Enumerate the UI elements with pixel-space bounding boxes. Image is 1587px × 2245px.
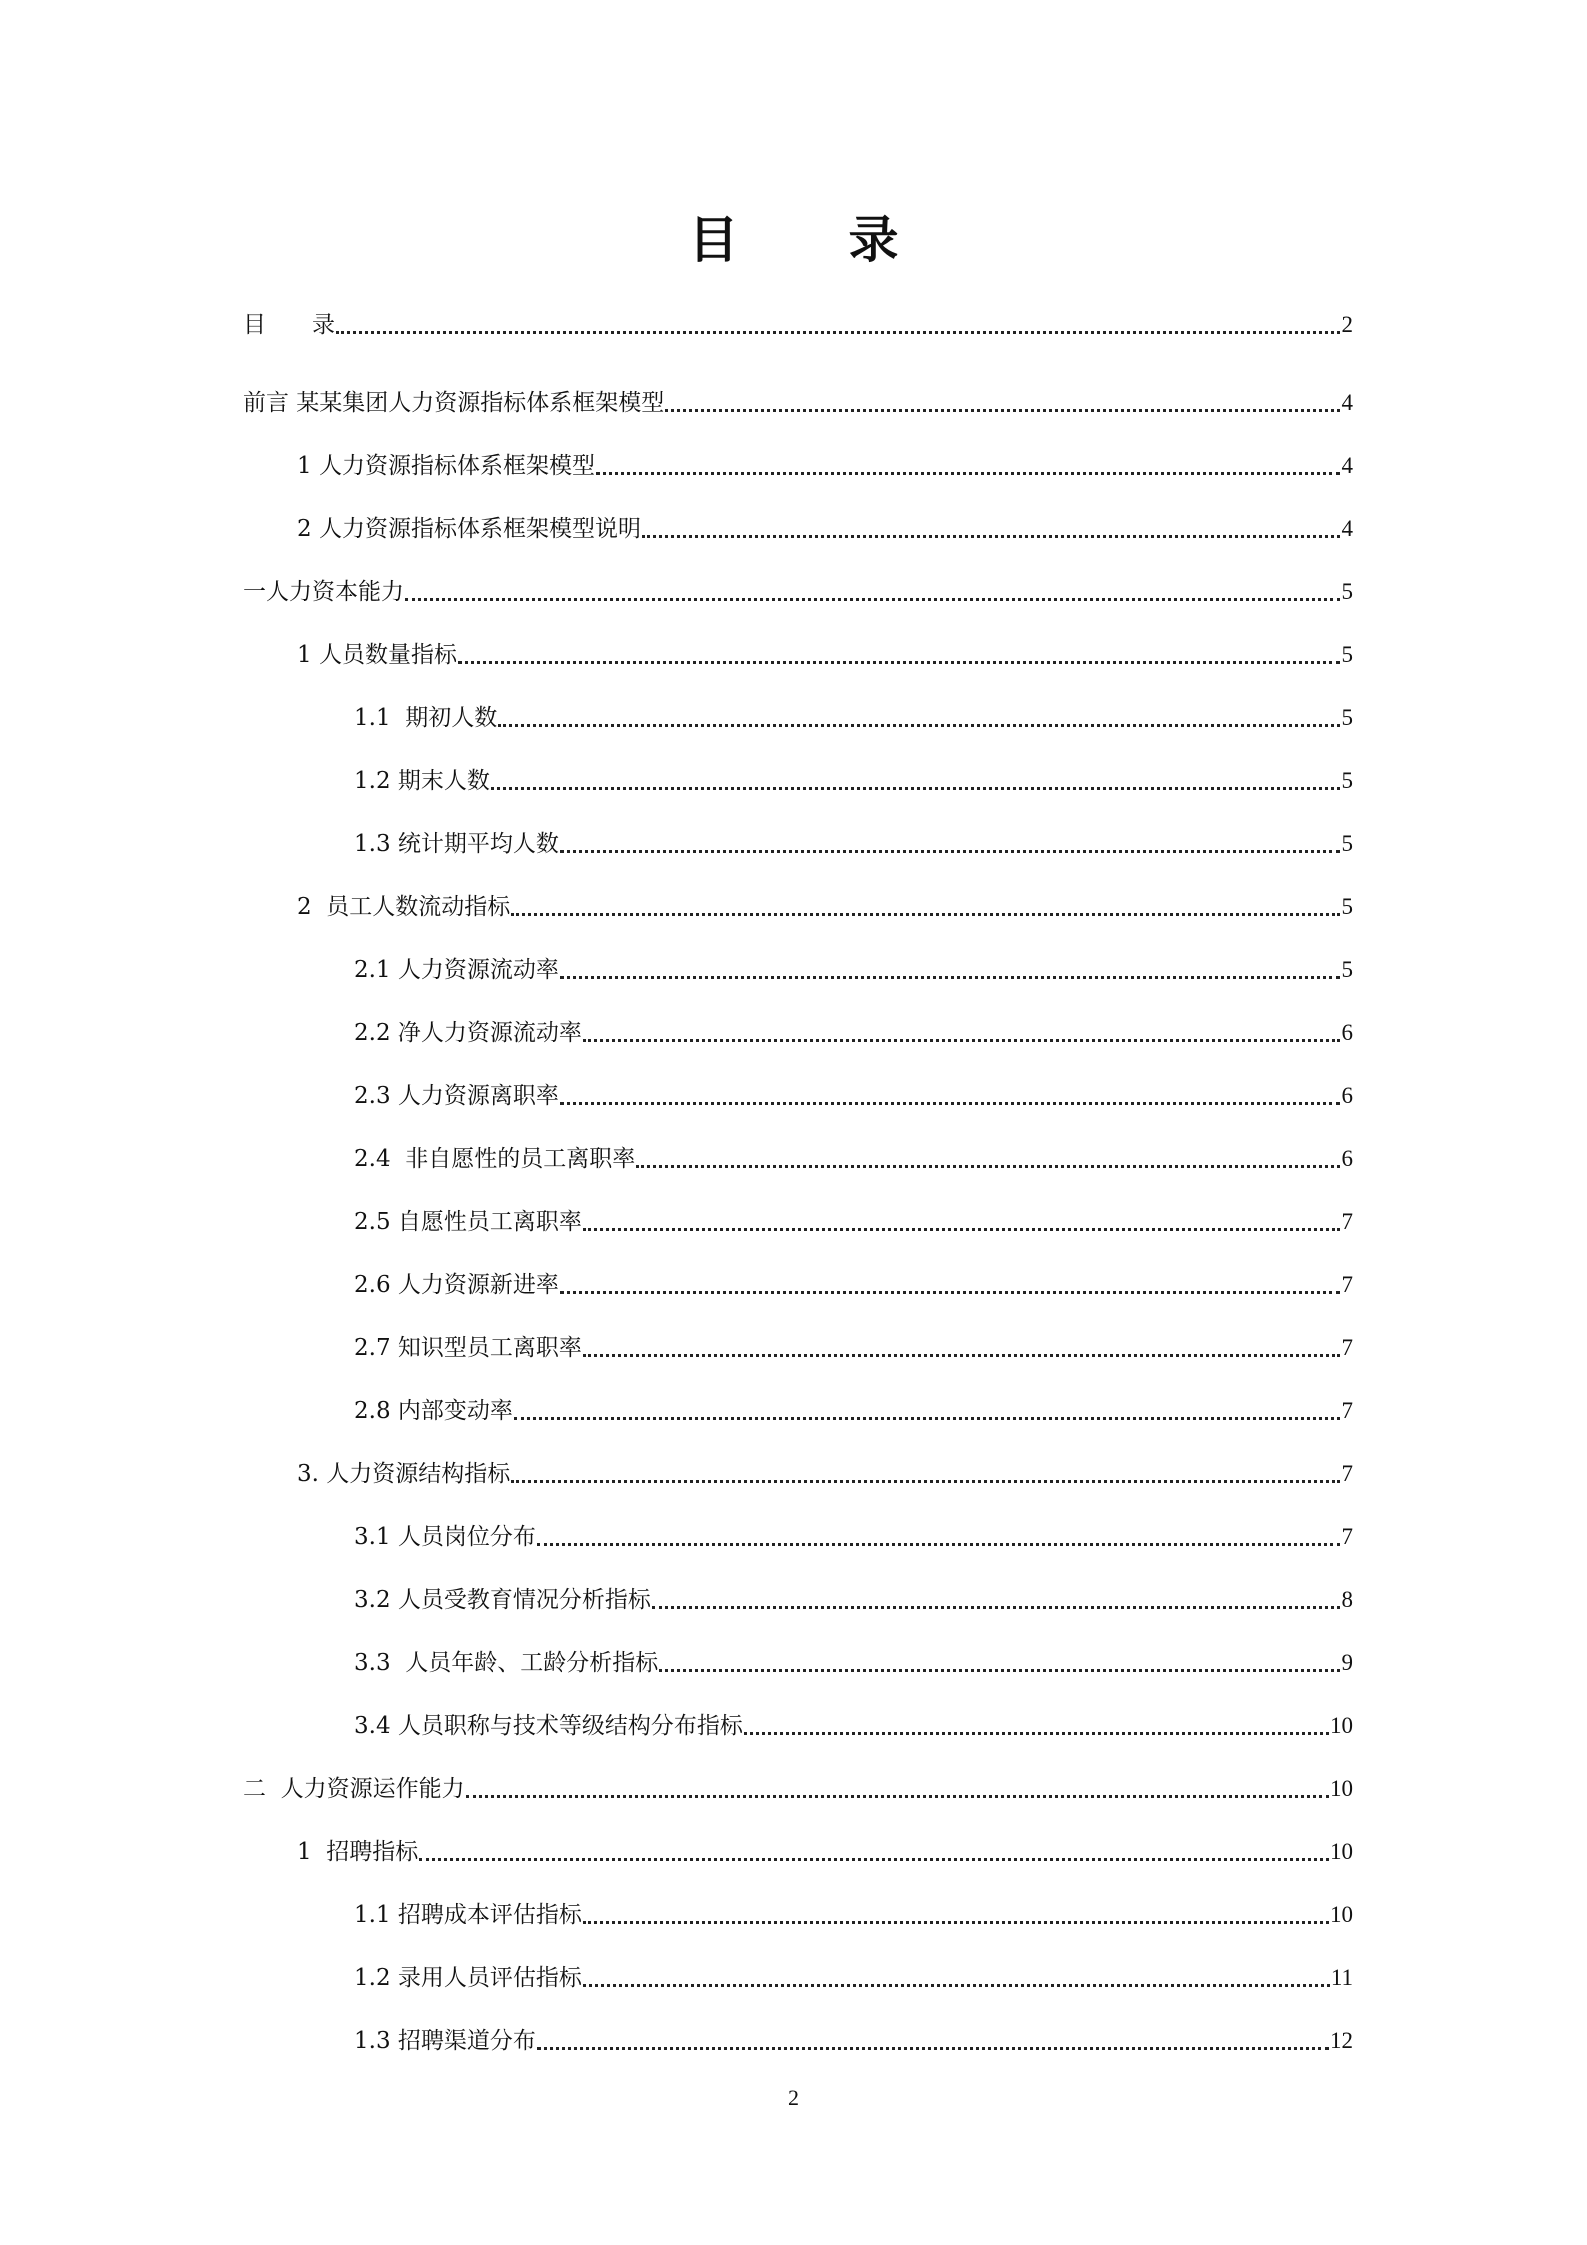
toc-entry-page-number: 2 — [1341, 312, 1353, 337]
dot-leader — [498, 724, 1340, 727]
toc-entry[interactable] — [243, 1558, 1353, 1621]
toc-entry[interactable] — [243, 739, 1353, 802]
dot-leader — [636, 1165, 1340, 1168]
toc-entry-label: 1.1 期初人数 — [354, 705, 498, 731]
toc-entry[interactable] — [243, 1243, 1353, 1306]
toc-entry-page-number: 4 — [1341, 516, 1353, 541]
toc-entry-label: 1.3 招聘渠道分布 — [354, 2028, 536, 2054]
dot-leader — [560, 1102, 1340, 1105]
dot-leader — [419, 1858, 1329, 1861]
toc-entry[interactable] — [243, 1117, 1353, 1180]
dot-leader — [466, 1795, 1329, 1798]
toc-entry-page-number: 6 — [1341, 1020, 1353, 1045]
dot-leader — [659, 1669, 1340, 1672]
dot-leader — [511, 913, 1340, 916]
toc-entry[interactable] — [243, 550, 1353, 613]
toc-entry-page-number: 6 — [1341, 1146, 1353, 1171]
dot-leader — [583, 1921, 1329, 1924]
toc-entry[interactable] — [243, 1684, 1353, 1747]
dot-leader — [652, 1606, 1340, 1609]
dot-leader — [458, 661, 1340, 664]
toc-entry[interactable] — [243, 1054, 1353, 1117]
toc-entry-page-number: 5 — [1341, 579, 1353, 604]
toc-entry-label: 2.6 人力资源新进率 — [354, 1272, 559, 1298]
toc-entry-page-number: 10 — [1330, 1902, 1353, 1927]
toc-entry-page-number: 4 — [1341, 390, 1353, 415]
toc-entry[interactable] — [243, 298, 1353, 346]
toc-entry-label: 3. 人力资源结构指标 — [297, 1461, 511, 1487]
toc-entry-label: 1.3 统计期平均人数 — [354, 831, 559, 857]
toc-entry-label: 2.7 知识型员工离职率 — [354, 1335, 582, 1361]
toc-entry-label: 2.5 自愿性员工离职率 — [354, 1209, 582, 1235]
toc-entry[interactable] — [243, 1369, 1353, 1432]
toc-entry-page-number: 7 — [1341, 1209, 1353, 1234]
dot-leader — [491, 787, 1340, 790]
toc-entry-page-number: 10 — [1330, 1839, 1353, 1864]
toc-entry[interactable] — [243, 1180, 1353, 1243]
toc-entry[interactable] — [243, 1306, 1353, 1369]
toc-entry[interactable] — [243, 1747, 1353, 1810]
dot-leader — [336, 331, 1340, 334]
toc-entry-page-number: 5 — [1341, 642, 1353, 667]
toc-entry-label: 3.4 人员职称与技术等级结构分布指标 — [354, 1713, 743, 1739]
dot-leader — [642, 535, 1340, 538]
toc-entry-page-number: 5 — [1341, 831, 1353, 856]
toc-entry-page-number: 5 — [1341, 894, 1353, 919]
toc-entry-label: 2.3 人力资源离职率 — [354, 1083, 559, 1109]
toc-entry[interactable] — [243, 676, 1353, 739]
page-title — [0, 205, 1587, 275]
page-number: 2 — [788, 2085, 799, 2110]
toc-entry-label: 1 人员数量指标 — [297, 642, 457, 668]
toc-entry[interactable] — [243, 865, 1353, 928]
toc-entry[interactable] — [243, 802, 1353, 865]
dot-leader — [583, 1039, 1340, 1042]
toc-entry-label: 目 录 — [243, 312, 335, 338]
toc-entry[interactable] — [243, 487, 1353, 550]
toc-entry-page-number: 9 — [1341, 1650, 1353, 1675]
page-title-char-2: 录 — [848, 211, 899, 269]
toc-entry[interactable] — [243, 1495, 1353, 1558]
toc-entry[interactable] — [243, 991, 1353, 1054]
dot-leader — [560, 976, 1340, 979]
toc-entry-label: 一人力资本能力 — [243, 579, 404, 605]
toc-entry-label: 1 人力资源指标体系框架模型 — [297, 453, 595, 479]
toc-entry-page-number: 7 — [1341, 1524, 1353, 1549]
table-of-contents — [243, 298, 1353, 2062]
dot-leader — [596, 472, 1340, 475]
dot-leader — [537, 1543, 1340, 1546]
dot-leader — [511, 1480, 1340, 1483]
toc-entry-page-number: 7 — [1341, 1398, 1353, 1423]
toc-entry-page-number: 7 — [1341, 1335, 1353, 1360]
dot-leader — [744, 1732, 1329, 1735]
toc-entry-label: 2 人力资源指标体系框架模型说明 — [297, 516, 641, 542]
toc-entry-label: 1.2 期末人数 — [354, 768, 490, 794]
dot-leader — [560, 1291, 1340, 1294]
toc-entry-label: 1.1 招聘成本评估指标 — [354, 1902, 582, 1928]
toc-entry-page-number: 10 — [1330, 1713, 1353, 1738]
toc-entry-label: 2.4 非自愿性的员工离职率 — [354, 1146, 636, 1172]
toc-entry-label: 2.8 内部变动率 — [354, 1398, 513, 1424]
toc-entry-label: 3.2 人员受教育情况分析指标 — [354, 1587, 651, 1613]
toc-entry-label: 2 员工人数流动指标 — [297, 894, 511, 920]
toc-entry-page-number: 10 — [1330, 1776, 1353, 1801]
toc-entry[interactable] — [243, 1999, 1353, 2062]
toc-entry[interactable] — [243, 1936, 1353, 1999]
toc-entry-label: 1.2 录用人员评估指标 — [354, 1965, 582, 1991]
page-title-char-1: 目 — [688, 211, 739, 269]
dot-leader — [560, 850, 1340, 853]
toc-entry-label: 3.1 人员岗位分布 — [354, 1524, 536, 1550]
toc-entry-label: 2.1 人力资源流动率 — [354, 957, 559, 983]
toc-entry[interactable] — [243, 1873, 1353, 1936]
toc-entry[interactable] — [243, 1810, 1353, 1873]
toc-entry-page-number: 11 — [1330, 1965, 1353, 1990]
dot-leader — [665, 409, 1340, 412]
toc-entry-label: 2.2 净人力资源流动率 — [354, 1020, 582, 1046]
toc-entry[interactable] — [243, 1621, 1353, 1684]
toc-entry-label: 前言 某某集团人力资源指标体系框架模型 — [243, 390, 665, 416]
dot-leader — [583, 1984, 1330, 1987]
toc-entry[interactable] — [243, 346, 1353, 424]
toc-entry-page-number: 5 — [1341, 705, 1353, 730]
toc-entry-page-number: 4 — [1341, 453, 1353, 478]
toc-entry-label: 3.3 人员年龄、工龄分析指标 — [354, 1650, 659, 1676]
toc-entry-page-number: 8 — [1341, 1587, 1353, 1612]
toc-entry-page-number: 6 — [1341, 1083, 1353, 1108]
dot-leader — [405, 598, 1340, 601]
toc-entry[interactable] — [243, 424, 1353, 487]
toc-entry-label: 二 人力资源运作能力 — [243, 1776, 465, 1802]
toc-entry-page-number: 7 — [1341, 1461, 1353, 1486]
toc-entry[interactable] — [243, 613, 1353, 676]
toc-entry-page-number: 5 — [1341, 768, 1353, 793]
toc-entry[interactable] — [243, 928, 1353, 991]
dot-leader — [583, 1354, 1340, 1357]
toc-entry-label: 1 招聘指标 — [297, 1839, 419, 1865]
toc-entry-page-number: 12 — [1330, 2028, 1353, 2053]
toc-entry[interactable] — [243, 1432, 1353, 1495]
toc-entry-page-number: 5 — [1341, 957, 1353, 982]
dot-leader — [583, 1228, 1340, 1231]
dot-leader — [537, 2047, 1329, 2050]
toc-entry-page-number: 7 — [1341, 1272, 1353, 1297]
dot-leader — [514, 1417, 1340, 1420]
